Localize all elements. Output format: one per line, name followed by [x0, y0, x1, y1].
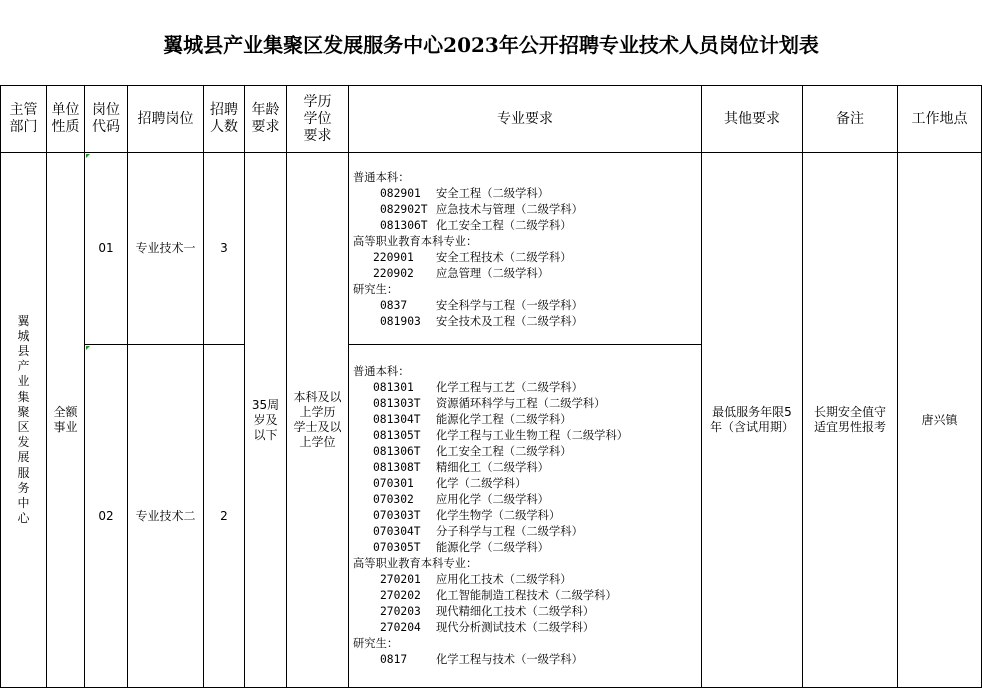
age-cell: 35周 岁及 以下 — [251, 397, 280, 442]
major-code: 0837 — [380, 299, 408, 312]
dept-char: 县 — [17, 343, 30, 358]
row1-major-list — [353, 170, 583, 330]
major-item — [353, 218, 583, 234]
major-item — [353, 508, 628, 524]
dept-char: 翼 — [17, 313, 30, 328]
row1-code: 01 — [98, 241, 114, 255]
dept-cell — [1, 153, 46, 687]
major-item — [353, 444, 628, 460]
major-name: 化学工程与工艺（二级学科） — [436, 381, 583, 394]
major-item — [353, 652, 628, 668]
major-item — [353, 540, 628, 556]
major-code: 081304T — [373, 413, 421, 426]
major-item — [353, 620, 628, 636]
major-name: 应急管理（二级学科） — [436, 267, 549, 280]
major-code: 220901 — [373, 251, 414, 264]
dept-char: 业 — [17, 374, 30, 389]
major-item — [353, 396, 628, 412]
major-name: 能源化学工程（二级学科） — [436, 413, 572, 426]
row1-count: 3 — [220, 241, 228, 255]
major-code: 081301 — [373, 381, 414, 394]
major-name: 化工安全工程（二级学科） — [436, 219, 572, 232]
row2-post: 专业技术二 — [135, 508, 196, 523]
header-note: 备注 — [836, 110, 864, 127]
major-code: 081306T — [373, 445, 421, 458]
dept-char: 区 — [17, 420, 30, 434]
major-name: 分子科学与工程（二级学科） — [436, 525, 583, 538]
major-code: 081303T — [373, 397, 421, 410]
major-category: 普通本科： — [353, 365, 410, 378]
major-code: 081305T — [373, 429, 421, 442]
major-name: 化学工程与技术（一级学科） — [436, 653, 583, 666]
major-name: 现代精细化工技术（二级学科） — [436, 605, 595, 618]
major-code: 270204 — [380, 621, 421, 634]
major-item — [353, 572, 628, 588]
table-title: 翼城县产业集聚区发展服务中心2023年公开招聘专业技术人员岗位计划表 — [163, 32, 819, 57]
major-name: 应急技术与管理（二级学科） — [436, 203, 583, 216]
dept-char: 展 — [17, 450, 30, 465]
major-name: 化学工程与工业生物工程（二级学科） — [436, 429, 629, 442]
major-name: 安全工程（二级学科） — [436, 187, 549, 200]
major-item — [353, 314, 583, 330]
unit-type-cell: 全额 事业 — [53, 405, 78, 434]
dept-char: 服 — [17, 465, 30, 480]
dept-char: 城 — [17, 328, 30, 343]
header-post: 招聘岗位 — [137, 110, 194, 127]
major-name: 化学（二级学科） — [436, 477, 527, 490]
dept-char: 产 — [17, 359, 30, 374]
major-item — [353, 476, 628, 492]
major-code: 270201 — [380, 573, 421, 586]
major-item — [353, 380, 628, 396]
major-category: 研究生： — [353, 283, 399, 296]
header-age: 年龄 要求 — [251, 102, 280, 135]
major-code: 270202 — [380, 589, 421, 602]
header-location: 工作地点 — [911, 110, 968, 127]
dept-char: 务 — [17, 480, 30, 495]
major-name: 资源循环科学与工程（二级学科） — [436, 397, 606, 410]
major-item — [353, 298, 583, 314]
major-code: 070301 — [373, 477, 414, 490]
major-item — [353, 428, 628, 444]
major-code: 070304T — [373, 525, 421, 538]
header-major: 专业要求 — [497, 110, 553, 127]
major-category: 普通本科： — [353, 171, 410, 184]
major-code: 081903 — [380, 315, 421, 328]
location-cell: 唐兴镇 — [921, 412, 958, 427]
major-item — [353, 186, 583, 202]
dept-char: 中 — [17, 496, 30, 511]
header-post-code: 岗位 代码 — [92, 102, 120, 135]
major-name: 安全技术及工程（二级学科） — [436, 315, 583, 328]
note-cell: 长期安全值守 适宜男性报考 — [813, 405, 886, 434]
major-name: 精细化工（二级学科） — [436, 461, 549, 474]
header-edu: 学历 学位 要求 — [303, 93, 332, 144]
major-name: 应用化工技术（二级学科） — [436, 573, 572, 586]
major-name: 化学生物学（二级学科） — [436, 509, 561, 522]
dept-char: 发 — [17, 435, 30, 450]
major-category: 高等职业教育本科专业： — [353, 235, 478, 248]
major-name: 安全工程技术（二级学科） — [436, 251, 572, 264]
major-name: 安全科学与工程（一级学科） — [436, 299, 583, 312]
major-item — [353, 492, 628, 508]
major-item — [353, 604, 628, 620]
major-item — [353, 588, 628, 604]
major-code: 070303T — [373, 509, 421, 522]
row2-major-list — [353, 364, 628, 668]
major-code: 081306T — [380, 219, 428, 232]
header-count: 招聘 人数 — [210, 102, 238, 135]
edu-cell: 本科及以 上学历 学士及以 上学位 — [293, 390, 342, 449]
major-item — [353, 412, 628, 428]
dept-char: 聚 — [17, 404, 30, 419]
other-cell: 最低服务年限5 年（含试用期） — [709, 405, 794, 434]
major-code: 0817 — [380, 653, 408, 666]
major-item — [353, 460, 628, 476]
major-item — [353, 524, 628, 540]
major-name: 应用化学（二级学科） — [436, 493, 549, 506]
dept-char: 心 — [17, 511, 30, 526]
major-name: 化工安全工程（二级学科） — [436, 445, 572, 458]
dept-char: 集 — [17, 389, 30, 404]
major-name: 能源化学（二级学科） — [436, 541, 549, 554]
row2-code: 02 — [98, 508, 114, 523]
major-code: 270203 — [380, 605, 421, 618]
major-code: 070302 — [373, 493, 414, 506]
major-item — [353, 202, 583, 218]
header-other: 其他要求 — [724, 110, 780, 127]
major-code: 082902T — [380, 203, 428, 216]
major-code: 082901 — [380, 187, 421, 200]
major-name: 化工智能制造工程技术（二级学科） — [436, 589, 617, 602]
major-code: 220902 — [373, 267, 414, 280]
row1-post: 专业技术一 — [135, 241, 196, 255]
major-category: 研究生： — [353, 637, 399, 650]
major-code: 081308T — [373, 461, 421, 474]
major-item — [353, 266, 583, 282]
major-category: 高等职业教育本科专业： — [353, 557, 478, 570]
major-name: 现代分析测试技术（二级学科） — [436, 621, 595, 634]
row2-count: 2 — [220, 508, 228, 523]
major-item — [353, 250, 583, 266]
header-unit-type: 单位 性质 — [51, 102, 80, 135]
header-dept: 主管 部门 — [9, 102, 38, 135]
major-code: 070305T — [373, 541, 421, 554]
